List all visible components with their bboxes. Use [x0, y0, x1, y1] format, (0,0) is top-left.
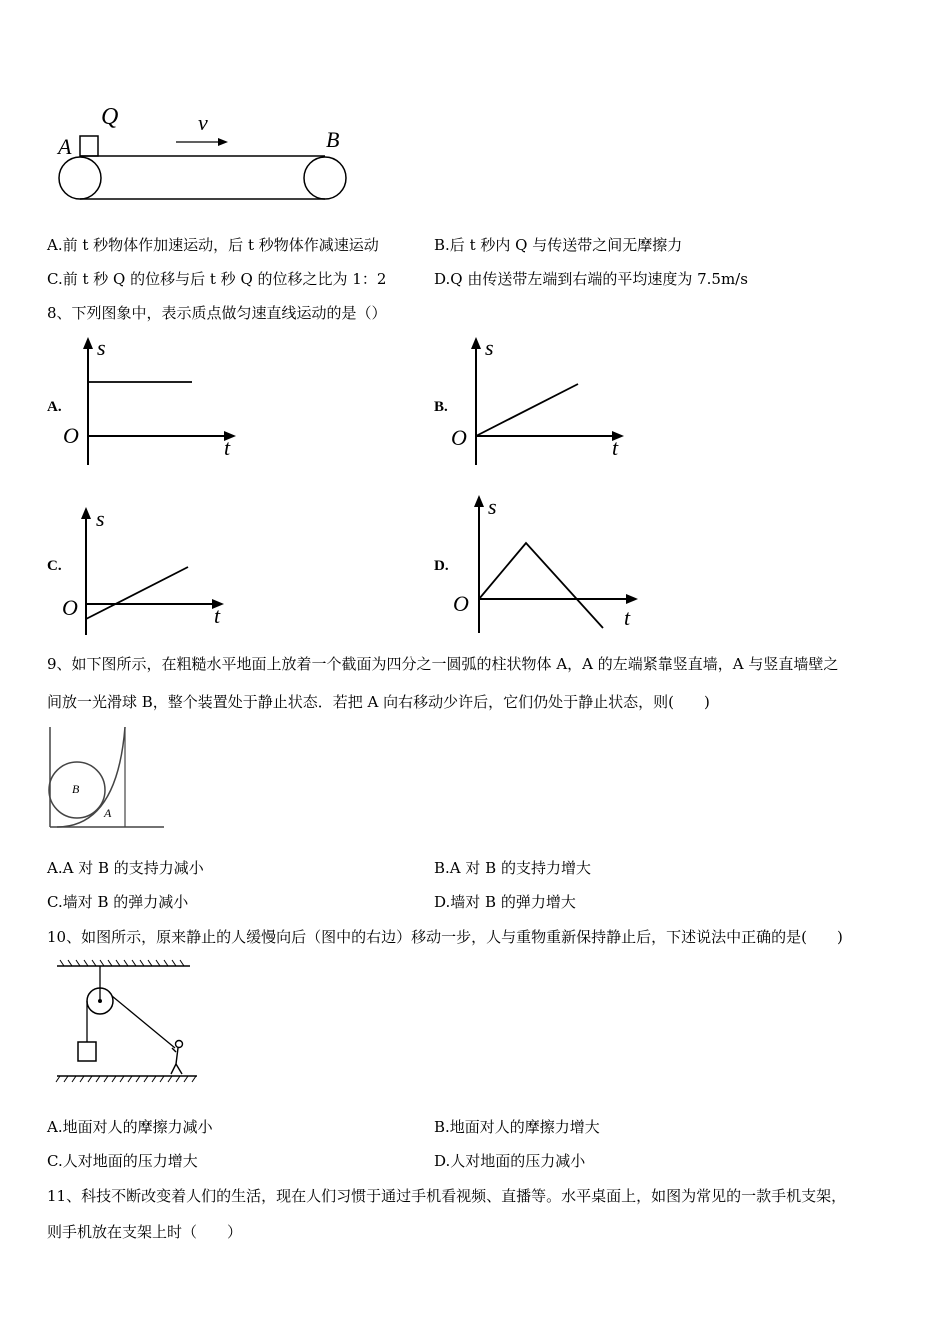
- q8-graph-b: [448, 335, 638, 470]
- q10-option-c[interactable]: C.人对地面的压力增大: [47, 1152, 198, 1170]
- q9-label-a: A: [104, 806, 112, 820]
- graph-c-line: [86, 567, 188, 619]
- right-roller: [304, 157, 346, 199]
- q8-graph-d-label[interactable]: D.: [434, 558, 449, 574]
- q7-option-b[interactable]: B.后 t 秒内 Q 与传送带之间无摩擦力: [434, 236, 683, 254]
- q8-graph-d-t: t: [624, 605, 631, 630]
- q8-graph-c-t: t: [214, 603, 221, 628]
- label-a: A: [58, 134, 72, 159]
- graph-b-line: [476, 384, 578, 436]
- rope-to-person: [112, 996, 175, 1048]
- q10-option-d[interactable]: D.人对地面的压力减小: [434, 1152, 586, 1170]
- q8-graph-b-s: s: [485, 335, 494, 360]
- q9-label-b: B: [72, 782, 80, 796]
- q9-option-a[interactable]: A.A 对 B 的支持力减小: [47, 859, 204, 877]
- q8-graph-a-label[interactable]: A.: [47, 399, 62, 415]
- q10-figure: [52, 956, 202, 1086]
- q11-stem-line1: 11、科技不断改变着人们的生活，现在人们习惯于通过手机看视频、直播等。水平桌面上，如图为常见的一款手机支架，: [47, 1187, 847, 1205]
- block-q: [80, 136, 98, 156]
- q8-graph-c-s: s: [96, 506, 105, 531]
- q8-graph-a-s: s: [97, 335, 106, 360]
- weight: [78, 1042, 96, 1061]
- q10-option-b[interactable]: B.地面对人的摩擦力增大: [434, 1118, 600, 1136]
- q8-graph-c-o: O: [62, 595, 78, 620]
- q8-stem: 8、下列图象中，表示质点做匀速直线运动的是（）: [47, 304, 387, 322]
- label-q: Q: [101, 104, 119, 130]
- q8-graph-b-o: O: [451, 425, 467, 450]
- q8-graph-c-label[interactable]: C.: [47, 558, 62, 574]
- q8-graph-d-o: O: [453, 591, 469, 616]
- q7-option-d[interactable]: D.Q 由传送带左端到右端的平均速度为 7.5m/s: [434, 270, 748, 288]
- left-roller: [59, 157, 101, 199]
- q8-graph-a-o: O: [63, 423, 79, 448]
- q9-option-d[interactable]: D.墙对 B 的弹力增大: [434, 893, 576, 911]
- q9-option-b[interactable]: B.A 对 B 的支持力增大: [434, 859, 591, 877]
- q8-graph-d-s: s: [488, 494, 497, 519]
- label-b: B: [326, 127, 340, 152]
- q11-stem-line2: 则手机放在支架上时（ ）: [47, 1223, 243, 1241]
- velocity-arrowhead: [218, 138, 228, 146]
- graph-d-line: [479, 543, 603, 628]
- q10-option-a[interactable]: A.地面对人的摩擦力减小: [47, 1118, 213, 1136]
- q9-stem-line1: 9、如下图所示，在粗糙水平地面上放着一个截面为四分之一圆弧的柱状物体 A，A 的左端紧靠竖直墙，A 与竖直墙壁之: [47, 655, 839, 673]
- q7-option-a[interactable]: A.前 t 秒物体作加速运动，后 t 秒物体作减速运动: [47, 236, 379, 254]
- label-v: v: [198, 110, 208, 135]
- q9-stem-line2: 间放一光滑球 B，整个装置处于静止状态．若把 A 向右移动少许后，它们仍处于静止状态，则( ): [47, 693, 710, 711]
- q9-option-c[interactable]: C.墙对 B 的弹力减小: [47, 893, 189, 911]
- quarter-arc-a: [57, 727, 125, 827]
- q10-stem: 10、如图所示，原来静止的人缓慢向后（图中的右边）移动一步，人与重物重新保持静止后，下述说法中正确的是( ): [47, 928, 843, 946]
- q8-graph-a-t: t: [224, 435, 231, 460]
- q8-graph-b-t: t: [612, 435, 619, 460]
- q8-graph-a: [60, 335, 250, 470]
- q7-option-c[interactable]: C.前 t 秒 Q 的位移与后 t 秒 Q 的位移之比为 1：2: [47, 270, 387, 288]
- q8-graph-d: [450, 493, 650, 638]
- q8-graph-b-label[interactable]: B.: [434, 399, 448, 415]
